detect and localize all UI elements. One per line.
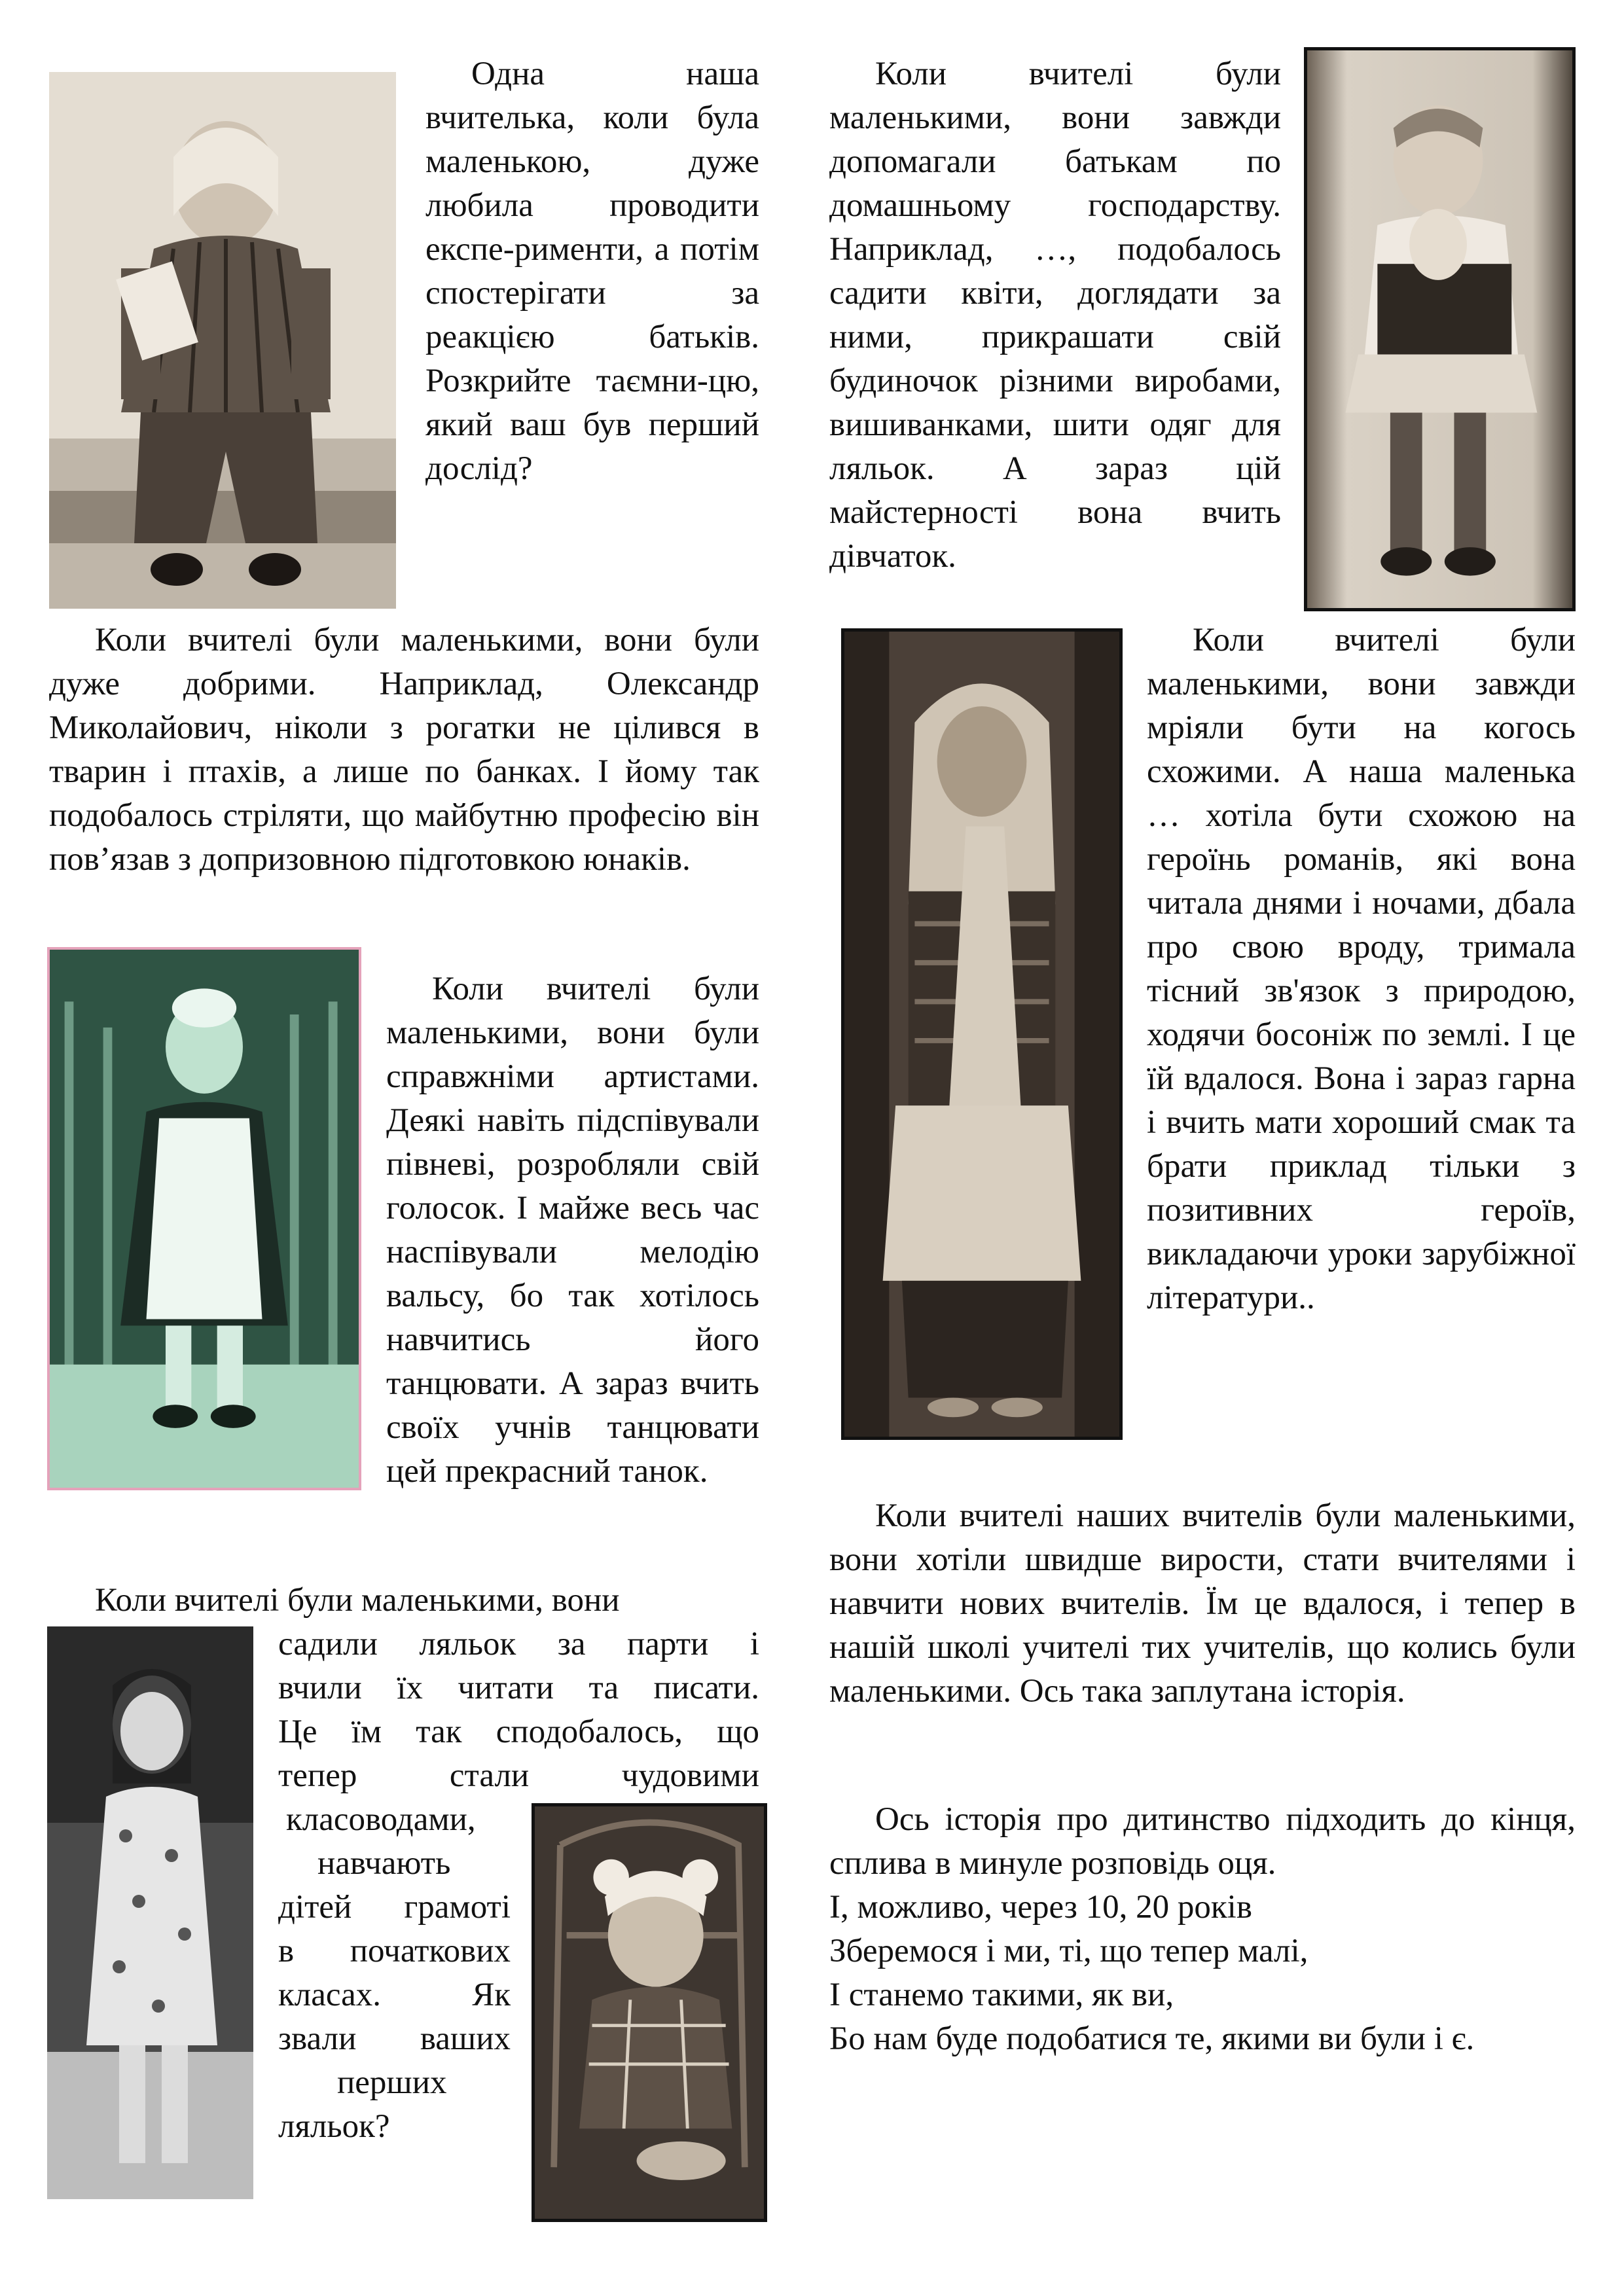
story-ending: Ось історія про дитинство підходить до кінця, сплива в минуле розповідь оця. І, можливо, через 10, 20 років Зберемося і ми, ті, що тепер малі, І станемо такими, як ви, Бо нам буде подобатися те, якими ви були і є. <box>829 1798 1576 2061</box>
story-teachers: Коли вчителі наших вчителів були маленькими, вони хотіли швидше вирости, стати вчителями і навчити нових вчителів. Їм це вдалося, і тепер в нашій школі учителі тих учителів, що колись були маленькими. Ось така заплутана історія. <box>829 1498 1576 1710</box>
story-heroines: Коли вчителі були маленькими, вони завжди мріяли бути на когось схожими. А наша маленька … хотіла бути схожою на героїнь романів, які вона читала днями і ночами, дбала про свою вроду, тримала тісний зв'язок з природою, ходячи босоніж по землі. І це їй вдалося. Вона і зараз гарна і вчить мати хороший смак та брати приклад тільки з позитивних героїв, викладаючи уроки зарубіжної літератури.. <box>1147 622 1576 1316</box>
dolls-line-11: перших <box>337 2064 447 2101</box>
story-dolls-intro: Коли вчителі були маленькими, вони <box>95 1582 620 1619</box>
story-experiments: Одна наша вчителька, коли була маленькою, дуже любила проводити експе-рименти, а потім спостерігати за реакцією батьків. Розкрийте таємни-цю, який ваш був перший дослід? <box>425 56 759 487</box>
poem-line-2: Зберемося і ми, ті, що тепер малі, <box>829 1933 1308 1969</box>
photo-girl-school-uniform <box>47 947 361 1490</box>
dolls-line-1: садили ляльок за парти і <box>278 1626 759 1662</box>
dolls-line-5: класоводами, <box>286 1801 476 1838</box>
ending-poem <box>829 1886 1576 2061</box>
poem-line-1: І, можливо, через 10, 20 років <box>829 1889 1252 1926</box>
poem-line-3: І станемо такими, як ви, <box>829 1977 1174 2013</box>
dolls-line-12: ляльок? <box>278 2108 390 2145</box>
photo-girl-with-book <box>49 72 396 609</box>
dolls-line-2: вчили їх читати та писати. <box>278 1670 759 1706</box>
dolls-line-8: в початкових <box>278 1933 511 1969</box>
story-dolls-narrow <box>278 1798 511 2149</box>
story-artists: Коли вчителі були маленькими, вони були справжніми артистами. Деякі навіть підспівували півневі, розробляли свій голосок. І майже весь час наспівували мелодію вальсу, бо так хотілось навчитись його танцювати. А зараз вчить своїх учнів танцювати цей прекрасний танок. <box>386 971 759 1490</box>
story-dolls-body <box>278 1623 759 1798</box>
photo-girl-with-doll <box>1304 47 1576 611</box>
dolls-line-10: звали ваших <box>278 2020 511 2057</box>
story-household: Коли вчителі були маленькими, вони завжди допомагали батькам по домашньому господарству. Наприклад, …, подобалось садити квіти, доглядати за ними, прикрашати свій будиночок різними виробами, вишиванками, шити одяг для ляльок. А зараз цій майстерності вона вчить дівчаток. <box>829 56 1281 575</box>
dolls-line-3: Це їм так сподобалось, що <box>278 1713 759 1750</box>
photo-baby-in-chair <box>532 1803 767 2222</box>
dolls-line-7: дітей грамоті <box>278 1889 511 1926</box>
photo-girl-with-scarf <box>841 628 1123 1440</box>
dolls-line-9: класах. Як <box>278 1977 511 2013</box>
story-kind: Коли вчителі були маленькими, вони були дуже добрими. Наприклад, Олександр Миколайович, ніколи з рогатки не цілився в тварин і птахів, а лише по банках. І йому так подобалось стріляти, що майбутню професію він пов’язав з допризовною підготовкою юнаків. <box>49 622 759 878</box>
dolls-line-6: навчають <box>317 1845 451 1882</box>
dolls-line-4: тепер стали чудовими <box>278 1757 759 1794</box>
poem-line-4: Бо нам буде подобатися те, якими ви були і є. <box>829 2020 1475 2057</box>
photo-girl-in-dress <box>47 1626 253 2199</box>
